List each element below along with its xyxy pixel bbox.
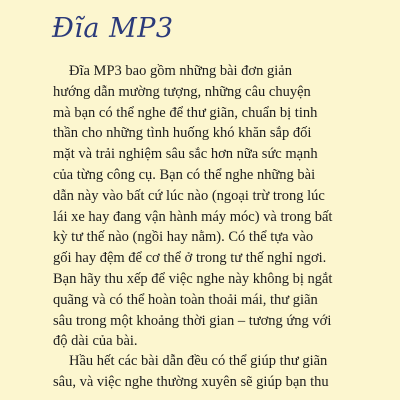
paragraph-2 — [53, 351, 385, 393]
section-title: Đĩa MP3 — [52, 13, 174, 44]
paragraph-1-line: quãng và có thể hoàn toàn thoải mái, thư giãn — [53, 291, 318, 308]
paragraph-1-line: Bạn hãy thu xếp để việc nghe này không bị ngắt — [53, 270, 333, 287]
paragraph-1-line: gối hay đệm để cơ thể ở trong tư thế nghỉ ngơi. — [53, 250, 327, 267]
paragraph-1-line: thần cho những tình huống khó khăn sắp đối — [53, 125, 312, 142]
paragraph-1-line: kỳ tư thế nào (ngồi hay nằm). Có thể tựa vào — [53, 229, 314, 246]
paragraph-2-line: sâu, và việc nghe thường xuyên sẽ giúp bạn thu — [53, 373, 329, 390]
paragraph-1-line: Đĩa MP3 bao gồm những bài đơn giản — [69, 63, 292, 79]
paragraph-1-line: của từng công cụ. Bạn có thể nghe những bài — [53, 166, 316, 183]
paragraph-1-line: độ dài của bài. — [53, 333, 138, 350]
paragraph-1 — [53, 61, 385, 352]
paragraph-1-line: mà bạn có thể nghe để thư giãn, chuẩn bị tinh — [53, 104, 318, 121]
paragraph-1-line: dẫn này vào bất cứ lúc nào (ngoại trừ trong lúc — [53, 187, 325, 204]
paragraph-1-line: lái xe hay đang vận hành máy móc) và trong bất — [53, 208, 333, 225]
paragraph-1-line: sâu trong một khoảng thời gian – tương ứng với — [53, 312, 332, 329]
paragraph-1-line: hướng dẫn mường tượng, những câu chuyện — [53, 83, 311, 100]
paragraph-2-line: Hầu hết các bài dẫn đều có thể giúp thư giãn — [69, 353, 328, 369]
paragraph-1-line: mặt và trải nghiệm sâu sắc hơn nữa sức mạnh — [53, 146, 318, 163]
